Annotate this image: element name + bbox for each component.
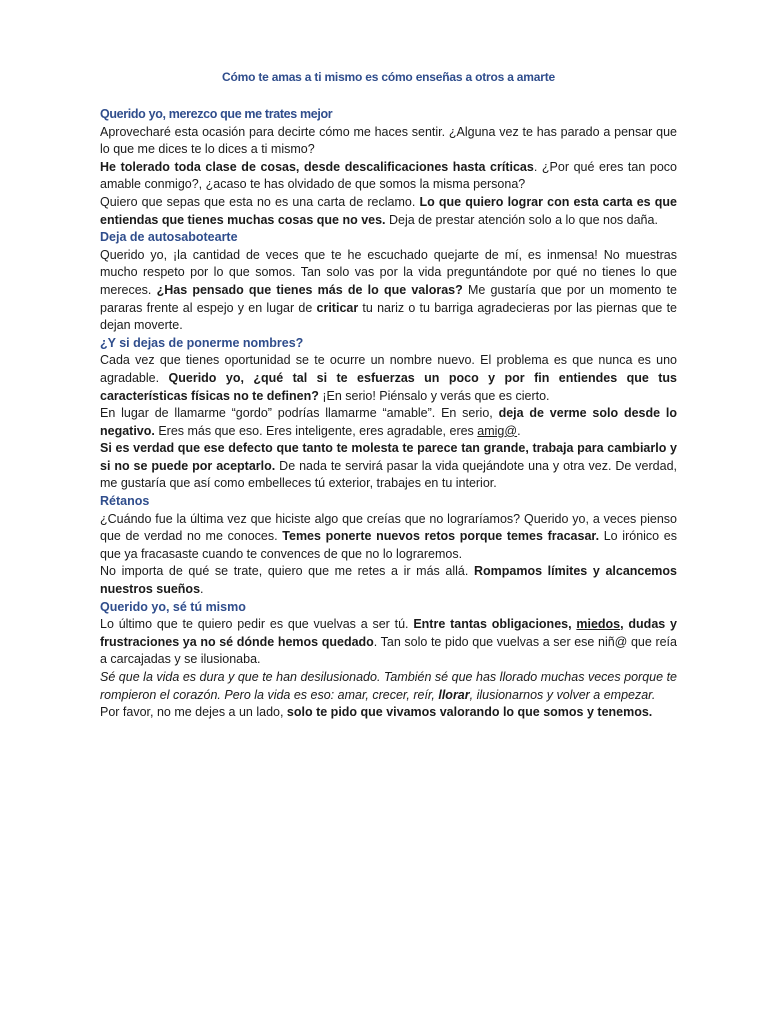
paragraph xyxy=(100,563,677,598)
paragraph xyxy=(100,440,677,493)
article-section xyxy=(100,229,677,335)
text-run: Aprovecharé esta ocasión para decirte cómo me haces sentir. ¿Alguna vez te has parado a pensar que lo que me dices te lo dices a ti mismo? xyxy=(100,124,677,157)
paragraph xyxy=(100,511,677,564)
text-run: ¡En serio! Piénsalo y verás que es cierto. xyxy=(318,388,550,403)
section-heading: Deja de autosabotearte xyxy=(100,230,238,245)
bold-text: solo te pido que vivamos valorando lo que somos y tenemos. xyxy=(286,705,653,720)
paragraph xyxy=(100,124,677,159)
section-heading: Rétanos xyxy=(100,494,150,509)
underlined-text: miedos xyxy=(576,617,621,632)
paragraph xyxy=(100,247,677,335)
text-run: Lo último que te quiero pedir es que vuelvas a ser tú. xyxy=(100,617,414,632)
article-section xyxy=(100,493,677,599)
article-section xyxy=(100,106,677,229)
bold-text: Querido yo, ¿qué tal si te esfuerzas un poco y por fin entiendes que tus características físicas no te definen? xyxy=(100,370,677,403)
text-run: . ¿Por qué eres tan poco amable conmigo?, ¿acaso te has olvidado de que somos la misma persona? xyxy=(100,159,677,192)
text-run: . xyxy=(517,423,521,438)
paragraph xyxy=(100,405,677,440)
article-section xyxy=(100,599,677,722)
section-heading: Querido yo, merezco que me trates mejor xyxy=(100,107,333,121)
italic-text: , ilusionarnos y volver a empezar. xyxy=(469,687,656,702)
paragraph xyxy=(100,704,677,722)
paragraph xyxy=(100,352,677,405)
bold-text: Rompamos límites y alcancemos nuestros sueños xyxy=(100,564,678,597)
bold-text: Temes ponerte nuevos retos porque temes fracasar. xyxy=(282,529,600,544)
text-run: Por favor, no me dejes a un lado, xyxy=(100,705,287,720)
text-run: No importa de qué se trate, quiero que me retes a ir más allá. xyxy=(100,564,474,579)
bold-text: criticar xyxy=(316,300,359,315)
text-run: Cada vez que tienes oportunidad se te ocurre un nombre nuevo. El problema es que nunca es uno agradable. xyxy=(100,353,677,385)
italic-text: Sé que la vida es dura y que te han desilusionado. También sé que has llorado muchas veces porque te rompieron el corazón. Pero la vida es eso: amar, crecer, reír, xyxy=(100,670,677,702)
article-sections xyxy=(100,106,677,722)
text-run: Me gustaría que por un momento te pararas frente al espejo y en lugar de xyxy=(100,282,677,315)
underlined-text: amig@ xyxy=(477,423,518,438)
paragraph xyxy=(100,159,677,194)
paragraph xyxy=(100,669,677,704)
section-heading: ¿Y si dejas de ponerme nombres? xyxy=(100,335,304,350)
text-run: . xyxy=(200,582,204,597)
bold-text: llorar xyxy=(438,687,470,702)
section-heading: Querido yo, sé tú mismo xyxy=(100,599,246,614)
text-run: Eres más que eso. Eres inteligente, eres agradable, eres xyxy=(154,423,478,438)
paragraph xyxy=(100,194,677,229)
text-run: Lo irónico es que ya fracasaste cuando te convences de que no lo lograremos. xyxy=(100,529,677,561)
text-run: En lugar de llamarme “gordo” podrías llamarme “amable”. En serio, xyxy=(100,406,499,421)
article-section xyxy=(100,335,677,493)
document-body xyxy=(100,70,677,722)
document-title: Cómo te amas a ti mismo es cómo enseñas a otros a amarte xyxy=(222,70,555,84)
bold-text: deja de verme solo desde lo negativo. xyxy=(100,406,677,438)
bold-text: Entre tantas obligaciones, xyxy=(413,617,577,632)
text-run: tu nariz o tu barriga agradecieras por las piernas que te dejan moverte. xyxy=(100,300,678,333)
text-run: De nada te servirá pasar la vida quejándote una y otra vez. De verdad, me gustaría que así como embelleces tú exterior, trabajes en tu interior. xyxy=(100,458,678,491)
bold-text: ¿Has pensado que tienes más de lo que valoras? xyxy=(156,282,463,297)
text-run: Deja de prestar atención solo a lo que nos daña. xyxy=(385,212,658,227)
bold-text: , dudas y frustraciones ya no sé dónde hemos quedado xyxy=(100,617,677,649)
paragraph xyxy=(100,616,677,669)
bold-text: Lo que quiero lograr con esta carta es que entiendas que tienes muchas cosas que no ves. xyxy=(100,194,677,227)
text-run: . Tan solo te pido que vuelvas a ser ese niñ@ que reía a carcajadas y se ilusionaba. xyxy=(100,634,677,667)
text-run: Querido yo, ¡la cantidad de veces que te he escuchado quejarte de mí, es inmensa! No muestras mucho respeto por lo que somos. Tan solo vas por la vida preguntándote por qué no tienes lo que mereces. xyxy=(100,247,677,297)
bold-text: Si es verdad que ese defecto que tanto te molesta te parece tan grande, trabaja para cambiarlo y si no se puede por aceptarlo. xyxy=(100,441,677,473)
text-run: Quiero que sepas que esta no es una carta de reclamo. xyxy=(100,194,420,209)
bold-text: He tolerado toda clase de cosas, desde descalificaciones hasta críticas xyxy=(100,159,534,174)
text-run: ¿Cuándo fue la última vez que hiciste algo que creías que no lograríamos? Querido yo, a veces pienso que de verdad no me conoces. xyxy=(100,511,677,544)
